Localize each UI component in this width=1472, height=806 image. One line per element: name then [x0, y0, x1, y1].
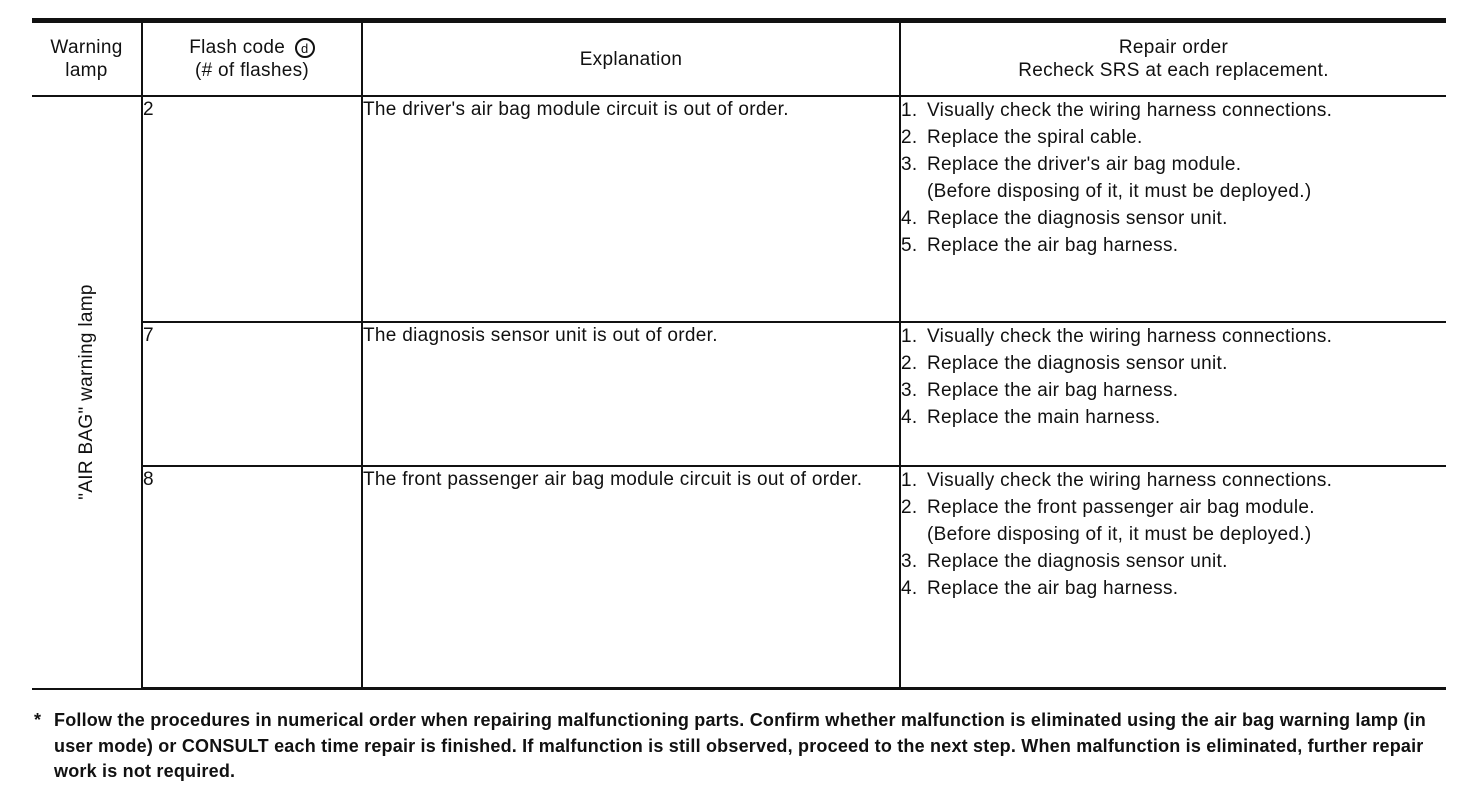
- table-row: [32, 96, 1446, 322]
- repair-step: [901, 377, 1446, 404]
- step-number: 4.: [901, 407, 918, 428]
- explanation-cell: The driver's air bag module circuit is out of order.: [362, 96, 900, 322]
- header-repair-order: [900, 21, 1446, 97]
- step-text: Replace the air bag harness.: [927, 235, 1179, 256]
- step-number: 2.: [901, 353, 918, 374]
- table-header-row: [32, 21, 1446, 97]
- repair-step: [901, 350, 1446, 377]
- header-flash-count: (# of flashes): [194, 60, 310, 81]
- step-number: 3.: [901, 380, 918, 401]
- srs-diagnosis-table: [32, 18, 1446, 690]
- step-text: Visually check the wiring harness connections.: [927, 326, 1333, 347]
- flash-code-cell: 8: [142, 466, 362, 689]
- repair-step: [901, 323, 1446, 350]
- flash-code-cell: 7: [142, 322, 362, 466]
- step-number: 4.: [901, 208, 918, 229]
- step-number: 1.: [901, 100, 918, 121]
- step-text: Replace the driver's air bag module.: [927, 154, 1242, 175]
- header-flash-code-label: Flash code: [189, 37, 286, 58]
- step-number: 2.: [901, 127, 918, 148]
- repair-step: [901, 494, 1446, 521]
- footnote-text: Follow the procedures in numerical order when repairing malfunctioning parts. Confirm whether malfunction is eliminated using the air bag warning lamp (in user mode) or CONSULT each time repair is finished. If malfunction is still observed, proceed to the next step. When malfunction is eliminated, further repair work is not required.: [54, 710, 1426, 781]
- step-text: Replace the front passenger air bag module.: [927, 497, 1315, 518]
- step-text: Replace the diagnosis sensor unit.: [927, 353, 1228, 374]
- step-number: 2.: [901, 497, 918, 518]
- repair-step: [901, 205, 1446, 232]
- step-text: Replace the diagnosis sensor unit.: [927, 208, 1228, 229]
- step-text: Visually check the wiring harness connections.: [927, 470, 1333, 491]
- step-number: 4.: [901, 578, 918, 599]
- table-row: [32, 322, 1446, 466]
- footnote: [34, 708, 1444, 785]
- step-text: Replace the air bag harness.: [927, 380, 1179, 401]
- header-repair-order-title: Repair order: [1118, 37, 1229, 58]
- footnote-asterisk: *: [34, 710, 42, 730]
- repair-order-cell: [900, 96, 1446, 322]
- step-text: Replace the main harness.: [927, 407, 1161, 428]
- repair-step: [901, 97, 1446, 124]
- repair-step: [901, 232, 1446, 259]
- circled-d-icon: d: [295, 38, 315, 58]
- step-note: (Before disposing of it, it must be deployed.): [927, 181, 1312, 202]
- warning-lamp-label: "AIR BAG" warning lamp: [75, 284, 97, 500]
- repair-step: [901, 548, 1446, 575]
- repair-step: [901, 575, 1446, 602]
- repair-order-cell: [900, 466, 1446, 689]
- repair-step: [901, 404, 1446, 431]
- step-note: (Before disposing of it, it must be deployed.): [927, 524, 1312, 545]
- repair-order-cell: [900, 322, 1446, 466]
- warning-lamp-cell: [32, 96, 142, 689]
- repair-step: [901, 151, 1446, 178]
- step-text: Replace the diagnosis sensor unit.: [927, 551, 1228, 572]
- flash-code-cell: 2: [142, 96, 362, 322]
- explanation-cell: The front passenger air bag module circuit is out of order.: [362, 466, 900, 689]
- step-text: Replace the air bag harness.: [927, 578, 1179, 599]
- step-text: Visually check the wiring harness connections.: [927, 100, 1333, 121]
- table-row: [32, 466, 1446, 689]
- step-number: 1.: [901, 470, 918, 491]
- step-text: Replace the spiral cable.: [927, 127, 1143, 148]
- step-number: 3.: [901, 551, 918, 572]
- header-warning-lamp: Warning lamp: [32, 21, 142, 97]
- repair-step: [901, 467, 1446, 494]
- header-flash-code: [142, 21, 362, 97]
- step-number: 5.: [901, 235, 918, 256]
- step-number: 3.: [901, 154, 918, 175]
- step-number: 1.: [901, 326, 918, 347]
- header-explanation: Explanation: [362, 21, 900, 97]
- explanation-cell: The diagnosis sensor unit is out of order.: [362, 322, 900, 466]
- repair-step: [901, 124, 1446, 151]
- header-repair-order-note: Recheck SRS at each replacement.: [1018, 60, 1329, 81]
